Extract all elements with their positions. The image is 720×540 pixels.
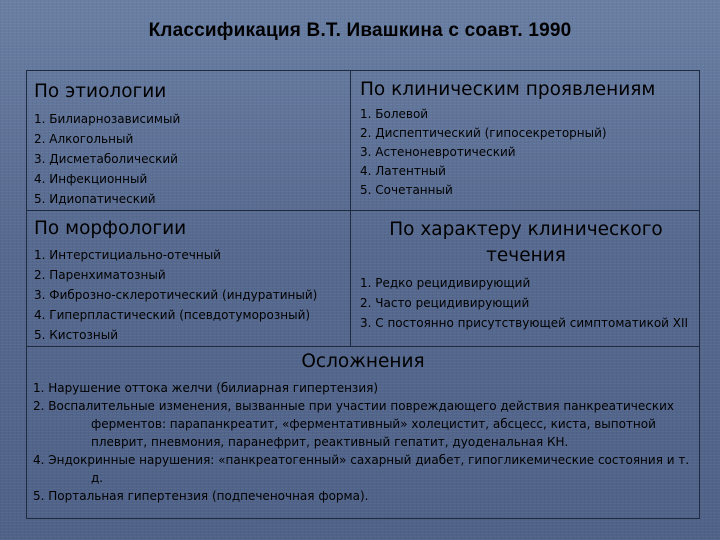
course-heading: По характеру клинического течения	[389, 219, 663, 266]
list-item: 5. Портальная гипертензия (подпеченочная форма).	[33, 489, 369, 503]
list-item: 4. Эндокринные нарушения: «панкреатогенный» сахарный диабет, гипогликемические состояния и т. д.	[33, 453, 690, 485]
list-item: 3. С постоянно присутствующей симптоматикой XII	[360, 316, 689, 330]
list-item: 5. Сочетанный	[360, 183, 453, 197]
list-item: 5. Кистозный	[34, 328, 119, 342]
morphology-list	[34, 245, 317, 345]
morphology-heading: По морфологии	[34, 218, 187, 239]
list-item: 4. Инфекционный	[34, 172, 148, 186]
list-item: 3. Фиброзно-склеротический (индуратиный)	[34, 288, 318, 302]
clinical-list	[360, 105, 607, 200]
row-divider	[27, 210, 699, 211]
list-item: 1. Нарушение оттока желчи (билиарная гипертензия)	[33, 381, 379, 395]
list-item: 2. Алкогольный	[34, 132, 134, 146]
list-item: 5. Идиопатический	[34, 192, 156, 206]
list-item: 2. Паренхиматозный	[34, 268, 166, 282]
list-item: 4. Гиперпластический (псевдотуморозный)	[34, 308, 311, 322]
complications-list	[33, 379, 693, 505]
list-item: 3. Дисметаболический	[34, 152, 178, 166]
list-item: 1. Интерстициально-отечный	[34, 248, 221, 262]
etiology-heading: По этиологии	[34, 81, 167, 102]
list-item: 3. Астеноневротический	[360, 145, 516, 159]
list-item: 2. Диспептический (гипосекреторный)	[360, 126, 607, 140]
column-divider	[350, 71, 351, 346]
list-item: 4. Латентный	[360, 164, 446, 178]
slide-title: Классификация В.Т. Ивашкина с соавт. 1990	[148, 20, 572, 41]
list-item: 2. Воспалительные изменения, вызванные при участии повреждающего действия панкреатических ферментов: парапанкреатит, «ферментативный» холецистит, абсцесс, киста, выпотной плеврит, пневмония, паранефрит, реактивный гепатит, дуоденальная КН.	[33, 399, 675, 449]
list-item: 2. Часто рецидивирующий	[360, 296, 530, 310]
course-list	[360, 273, 688, 333]
clinical-heading: По клиническим проявлениям	[360, 79, 656, 100]
list-item: 1. Билиарнозависимый	[34, 112, 181, 126]
complications-box	[26, 345, 700, 519]
list-item: 1. Болевой	[360, 107, 429, 121]
etiology-list	[34, 109, 180, 209]
classification-table	[26, 70, 700, 347]
list-item: 1. Редко рецидивирующий	[360, 276, 531, 290]
complications-heading: Осложнения	[301, 351, 425, 372]
